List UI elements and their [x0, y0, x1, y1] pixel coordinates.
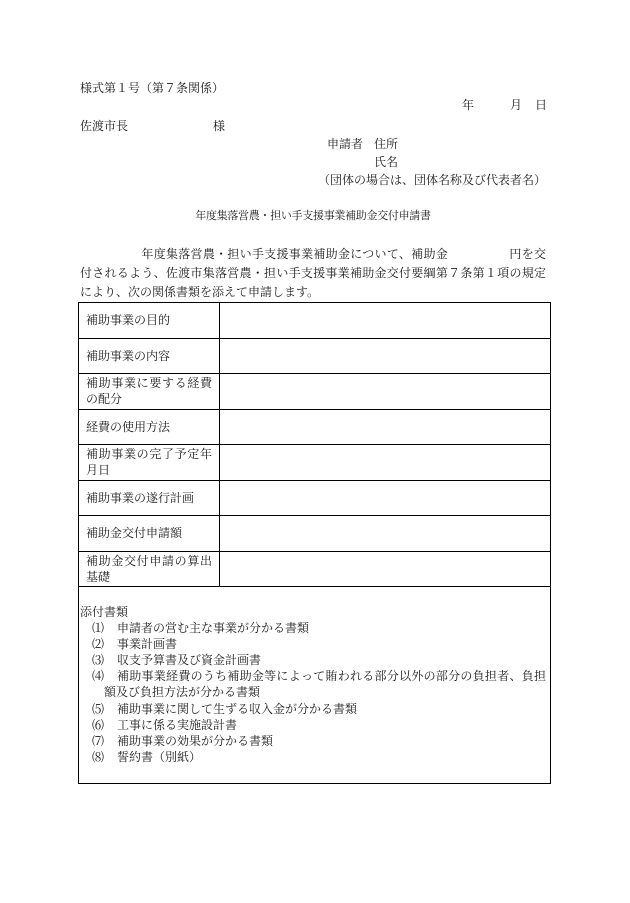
row-label-cell	[79, 339, 220, 374]
attachment-marker: ⑻	[92, 749, 105, 764]
applicant-role-label: 申請者	[327, 137, 364, 151]
attachment-text: 補助事業経費のうち補助金等によって賄われる部分以外の部分の負担者、負担額及び負担方法が分かる書類	[104, 669, 546, 700]
document-title: 年度集落営農・担い手支援事業補助金交付申請書	[195, 210, 431, 222]
row-label-cell	[79, 516, 220, 551]
value-cell-expense-allocation	[220, 374, 550, 409]
row-label-cell	[79, 303, 220, 338]
row-label-cell	[79, 374, 220, 409]
attachment-text: 工事に係る実施設計書	[117, 717, 238, 732]
row-label-expense-usage: 経費の使用方法	[86, 419, 171, 434]
row-label-cell	[79, 445, 220, 480]
application-statement: 年度集落営農・担い手支援事業補助金について、補助金 円を交付されるよう、佐渡市集落営農・担い手支援事業補助金交付要綱第７条第１項の規定により、次の関係書類を添えて申請します。	[80, 247, 546, 299]
table-row-expense-usage	[79, 410, 550, 446]
attachment-text: 補助事業の効果が分かる書類	[117, 733, 274, 748]
attachment-text: 誓約書（別紙）	[117, 749, 202, 764]
attachment-marker: ⑵	[92, 637, 105, 652]
attachment-item	[80, 749, 550, 765]
form-number: 様式第１号（第７条関係）	[80, 81, 225, 95]
attachments-heading: 添付書類	[80, 605, 129, 619]
attachment-marker: ⑶	[92, 653, 105, 668]
attachment-marker: ⑹	[92, 717, 105, 732]
applicant-address-label: 住所	[374, 137, 399, 151]
value-cell-content	[220, 339, 550, 374]
row-label-content: 補助事業の内容	[86, 348, 171, 363]
row-label-execution-plan: 補助事業の遂行計画	[86, 490, 195, 505]
attachment-item	[80, 668, 550, 700]
attachment-text: 申請者の営む主な事業が分かる書類	[117, 621, 310, 636]
table-row-requested-amount	[79, 516, 550, 552]
applicant-name-label: 氏名	[374, 155, 399, 169]
row-label-cell	[79, 410, 220, 445]
applicant-note: （団体の場合は、団体名称及び代表者名）	[318, 173, 547, 187]
row-label-cell	[79, 552, 220, 587]
attachment-text: 収支予算書及び資金計画書	[117, 653, 262, 668]
row-label-calculation-basis: 補助金交付申請の算出基礎	[86, 553, 212, 584]
table-row-purpose	[79, 303, 550, 339]
attachment-item	[80, 620, 550, 636]
row-label-purpose: 補助事業の目的	[86, 313, 171, 328]
row-label-expense-allocation: 補助事業に要する経費の配分	[86, 376, 212, 407]
table-row-content	[79, 339, 550, 375]
date-month-label: 月	[510, 98, 523, 112]
table-row-expense-allocation	[79, 374, 550, 410]
addressee-honorific: 様	[213, 119, 226, 133]
value-cell-requested-amount	[220, 516, 550, 551]
attachment-item	[80, 636, 550, 652]
value-cell-completion-date	[220, 445, 550, 480]
attachment-marker: ⑸	[92, 701, 105, 716]
date-day-label: 日	[535, 98, 548, 112]
date-year-label: 年	[462, 98, 475, 112]
attachment-marker: ⑴	[92, 621, 105, 636]
value-cell-expense-usage	[220, 410, 550, 445]
table-row-execution-plan	[79, 481, 550, 517]
row-label-requested-amount: 補助金交付申請額	[86, 526, 183, 541]
application-table	[78, 302, 551, 784]
table-row-completion-date	[79, 445, 550, 481]
attachment-text: 補助事業に関して生ずる収入金が分かる書類	[117, 701, 358, 716]
attachments-section	[79, 587, 550, 765]
attachment-item	[80, 733, 550, 749]
value-cell-execution-plan	[220, 481, 550, 516]
table-row-calculation-basis	[79, 552, 550, 588]
attachment-item	[80, 717, 550, 733]
value-cell-calculation-basis	[220, 552, 550, 587]
attachment-marker: ⑺	[92, 733, 105, 748]
attachment-item	[80, 701, 550, 717]
row-label-cell	[79, 481, 220, 516]
addressee-name: 佐渡市長	[80, 119, 129, 133]
attachment-item	[80, 652, 550, 668]
value-cell-purpose	[220, 303, 550, 338]
attachment-text: 事業計画書	[117, 637, 178, 652]
row-label-completion-date: 補助事業の完了予定年月日	[86, 447, 212, 478]
attachment-marker: ⑷	[92, 669, 105, 684]
